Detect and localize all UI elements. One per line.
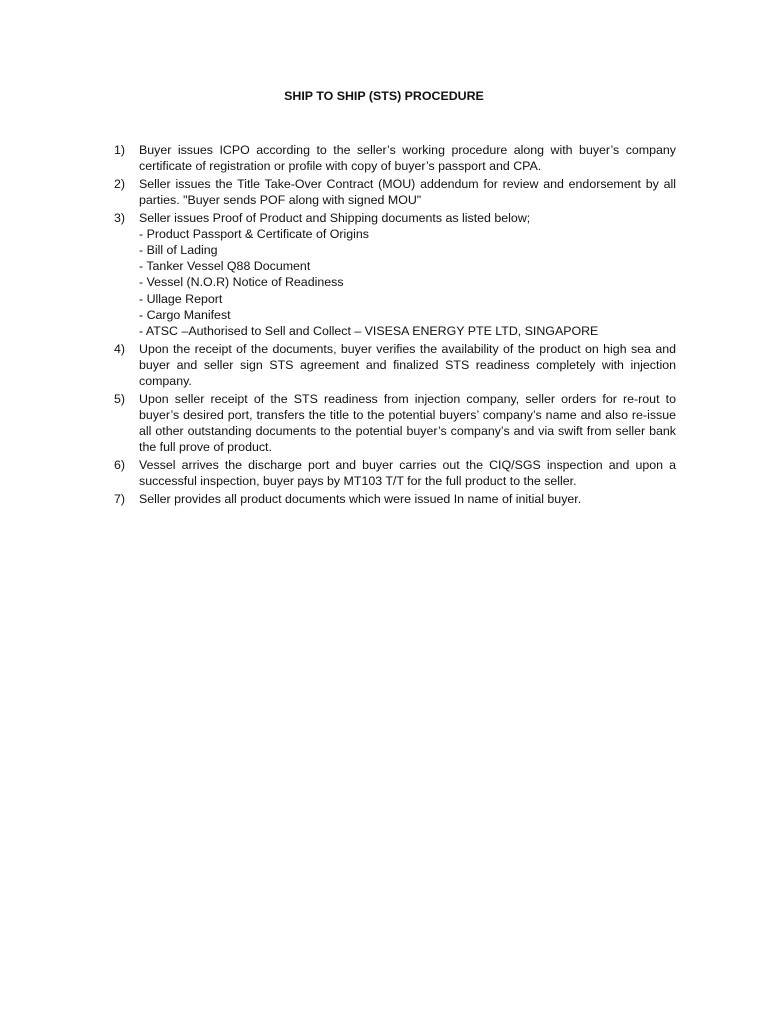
shipping-document-item: - Vessel (N.O.R) Notice of Readiness <box>139 275 344 290</box>
step-text: Vessel arrives the discharge port and buyer carries out the CIQ/SGS inspection and upon a successful inspection, buyer pays by MT103 T/T for the full product to the seller. <box>139 457 676 489</box>
procedure-step <box>114 176 676 208</box>
procedure-step <box>114 341 676 390</box>
step-text: Upon seller receipt of the STS readiness from injection company, seller orders for re-rout to buyer’s desired port, transfers the title to the potential buyers’ company’s name and also re-issue all other outstanding documents to the potential buyer’s company’s and via swift from seller bank the full prove of product. <box>139 391 676 455</box>
step-number: 6) <box>114 457 126 472</box>
shipping-document-item: - Tanker Vessel Q88 Document <box>139 259 311 274</box>
step-text: Seller issues Proof of Product and Shipping documents as listed below; <box>139 210 531 225</box>
step-number: 2) <box>114 176 126 191</box>
procedure-step <box>114 391 676 456</box>
procedure-step <box>114 457 676 489</box>
shipping-document-item: - Ullage Report <box>139 291 223 306</box>
step-number: 5) <box>114 391 126 406</box>
shipping-document-item: - ATSC –Authorised to Sell and Collect – VISESA ENERGY PTE LTD, SINGAPORE <box>139 324 599 339</box>
step-text: Seller provides all product documents which were issued In name of initial buyer. <box>139 491 582 506</box>
step-number: 4) <box>114 341 126 356</box>
step-number: 1) <box>114 143 126 157</box>
procedure-step <box>114 491 676 507</box>
step-text: Buyer issues ICPO according to the seller’s working procedure along with buyer’s company certificate of registration or profile with copy of buyer’s passport and CPA. <box>139 143 676 174</box>
shipping-document-item: - Bill of Lading <box>139 243 218 257</box>
step-text: Upon the receipt of the documents, buyer verifies the availability of the product on high sea and buyer and seller sign STS agreement and finalized STS readiness completely with injection company. <box>139 341 676 389</box>
procedure-steps <box>114 142 676 508</box>
shipping-document-item: - Product Passport & Certificate of Origins <box>139 226 370 241</box>
shipping-document-item: - Cargo Manifest <box>139 307 231 322</box>
document-title: SHIP TO SHIP (STS) PROCEDURE <box>284 89 484 103</box>
step-number: 3) <box>114 210 126 225</box>
procedure-step <box>114 142 676 174</box>
step-text: Seller issues the Title Take-Over Contract (MOU) addendum for review and endorsement by all parties. "Buyer sends POF along with signed MOU" <box>139 176 676 207</box>
procedure-step <box>114 210 676 340</box>
shipping-documents-list <box>139 226 676 339</box>
step-number: 7) <box>114 491 126 506</box>
